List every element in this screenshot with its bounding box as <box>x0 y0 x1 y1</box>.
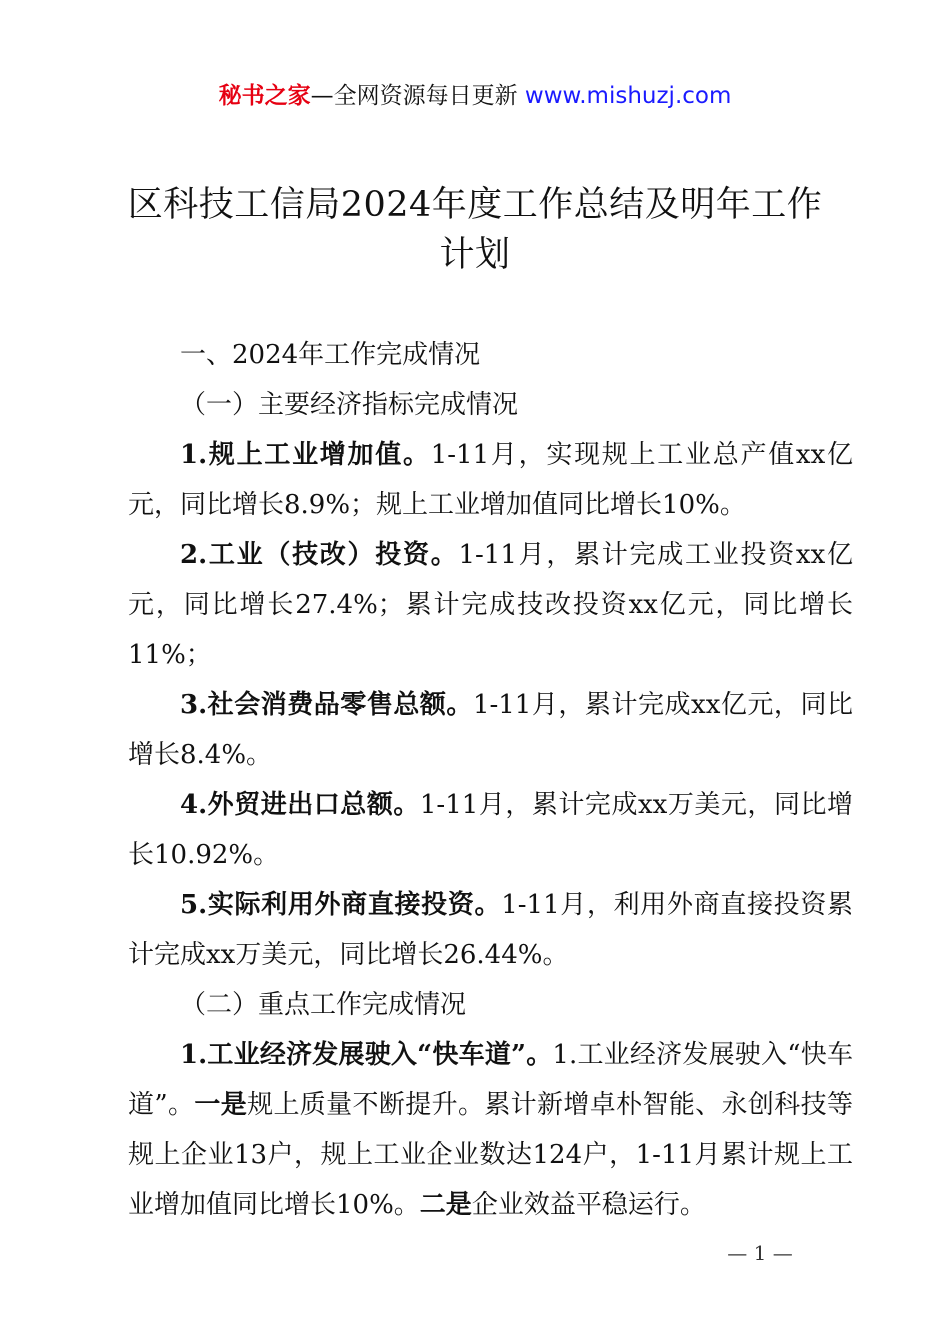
key-work-text: 1.工业经济发展驶入“快车道”。 <box>128 1040 853 1120</box>
banner-tagline: —全网资源每日更新 <box>310 83 518 109</box>
indicator-text: 1-11月，利用外商直接投资累计完成xx万美元，同比增长26.44%。 <box>128 890 853 970</box>
indicator-text: 1-11月，累计完成工业投资xx亿元，同比增长27.4%；累计完成技改投资xx亿元，同比增长11%； <box>128 540 853 670</box>
key-work-item <box>128 1030 853 1230</box>
key-work-mark: 二是 <box>419 1190 472 1220</box>
indicator-text: 1-11月，实现规上工业总产值xx亿元，同比增长8.9%；规上工业增加值同比增长10%。 <box>128 440 853 520</box>
banner-url-link[interactable]: www.mishuzj.com <box>524 83 732 109</box>
indicator-lead: 1.规上工业增加值。 <box>180 440 431 470</box>
indicator-item <box>128 530 853 680</box>
indicator-lead: 3.社会消费品零售总额。 <box>180 690 473 720</box>
subsection-heading: （二）重点工作完成情况 <box>180 990 467 1020</box>
indicator-text: 1-11月，累计完成xx亿元，同比增长8.4%。 <box>128 690 853 770</box>
key-work-mark: 一是 <box>194 1090 248 1120</box>
indicator-lead: 4.外贸进出口总额。 <box>180 790 420 820</box>
indicator-item <box>128 780 853 880</box>
site-banner <box>0 80 950 112</box>
key-work-text: 企业效益平稳运行。 <box>471 1190 706 1220</box>
document-title: 区科技工信局2024年度工作总结及明年工作计划 <box>127 185 823 275</box>
indicator-text: 1-11月，累计完成xx万美元，同比增长10.92%。 <box>128 790 853 870</box>
page-number: — 1 — <box>727 1241 793 1265</box>
key-work-text: 规上质量不断提升。累计新增卓朴智能、永创科技等规上企业13户，规上工业企业数达124户，1-11月累计规上工业增加值同比增长10%。 <box>128 1090 853 1220</box>
section-heading: 一、2024年工作完成情况 <box>180 340 481 370</box>
indicator-item <box>128 680 853 780</box>
indicator-item <box>128 430 853 530</box>
banner-brand: 秘书之家 <box>218 83 311 109</box>
indicator-lead: 5.实际利用外商直接投资。 <box>180 890 502 920</box>
subsection-heading: （一）主要经济指标完成情况 <box>180 390 519 420</box>
document-body <box>128 330 853 1230</box>
indicator-lead: 2.工业（技改）投资。 <box>180 540 459 570</box>
key-work-lead: 1.工业经济发展驶入“快车道”。 <box>180 1040 553 1070</box>
indicator-item <box>128 880 853 980</box>
